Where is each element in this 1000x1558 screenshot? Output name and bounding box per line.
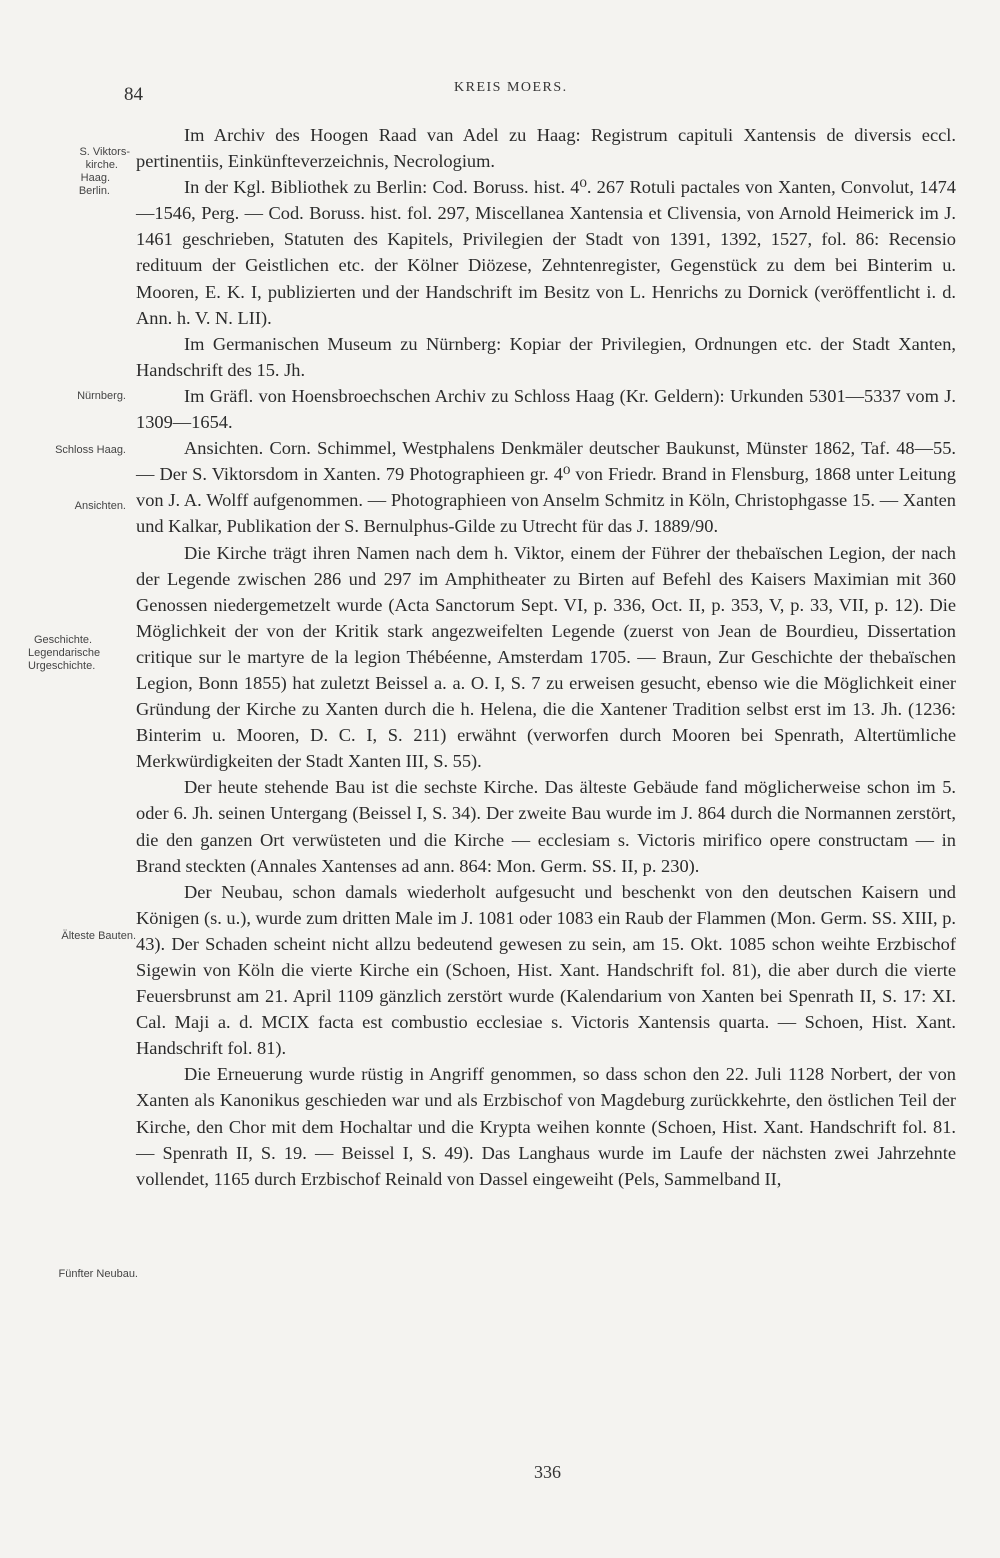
- margin-note-line: Geschichte.: [34, 634, 93, 646]
- margin-note-line: Ansichten.: [74, 500, 126, 512]
- page-number: 84: [124, 84, 143, 105]
- margin-notes: [0, 0, 138, 1558]
- paragraph-schloss-haag: Im Gräfl. von Hoensbroechschen Archiv zu Schloss Haag (Kr. Geldern): Urkunden 5301—5337 vom J. 1309—1654.: [136, 385, 956, 433]
- body-text: [136, 122, 956, 1192]
- margin-note-line: Legendarische: [28, 647, 101, 659]
- paragraph-bibliothek-berlin: In der Kgl. Bibliothek zu Berlin: Cod. Boruss. hist. 4⁰. 267 Rotuli pactales von Xanten, Convolut, 1474—1546, Perg. — Cod. Boruss. hist. fol. 297, Miscellanea Xantensia et Clivensia, von Arnold Heimerick im J. 1461 geschrieben, Statuten des Kapitels, Privilegien der Stadt von 1391, 1392, 1527, fol. 86: Recensio redituum der Geistlichen etc. der Kölner Diözese, Zehntenregister, Gegenstück zu dem bei Binterim u. Mooren, E. K. I, publizierten und der Handschrift im Besitz von L. Henrichs zu Dornick (veröffentlicht i. d. Ann. h. V. N. LII).: [136, 177, 956, 328]
- sheet-number: 336: [534, 1462, 561, 1482]
- margin-note-nuernberg: [0, 390, 126, 403]
- margin-note-line: S. Viktors-: [79, 146, 130, 158]
- margin-note-line: Nürnberg.: [77, 390, 126, 402]
- margin-note-schloss-haag: [0, 444, 126, 457]
- margin-note-geschichte: [28, 634, 120, 673]
- paragraph-archiv-haag: [136, 122, 956, 174]
- paragraph-geschichte: Die Kirche trägt ihren Namen nach dem h. Viktor, einem der Führer der thebaïschen Legion, der nach der Legende zwischen 286 und 297 im Amphitheater zu Birten auf Befehl des Kaisers Maximian mit 360 Genossen niedergemetzelt wurde (Acta Sanctorum Sept. VI, p. 336, Oct. II, p. 353, V, p. 33, VII, p. 12). Die Möglichkeit der von der Kritik stark angezweifelten Legende (zuerst von Jean de Bourdieu, Dissertation critique sur le martyre de la legion Thébéenne, Amsterdam 1705. — Braun, Zur Geschichte der thebaïschen Legion, Bonn 1855) hat zuletzt Beissel a. a. O. I, S. 7 zu erweisen gesucht, ebenso wie die Möglichkeit einer Gründung der Kirche zu Xanten durch die h. Helena, die die Xantener Tradition selbst erst im 13. Jh. (1236: Binterim u. Mooren, D. C. I, S. 211) erwähnt (verworfen durch Mooren bei Spenrath, Altertümliche Merkwürdigkeiten der Stadt Xanten III, S. 55).: [136, 542, 956, 772]
- paragraph-neubau: Der Neubau, schon damals wiederholt aufgesucht und beschenkt von den deutschen Kaisern und Königen (s. u.), wurde zum dritten Male im J. 1081 oder 1083 ein Raub der Flammen (Mon. Germ. SS. XIII, p. 43). Der Schaden scheint nicht allzu bedeutend gewesen zu sein, am 15. Okt. 1085 schon weihte Erzbischof Sigewin von Köln die vierte Kirche ein (Schoen, Hist. Xant. Handschrift fol. 81), die aber durch die vierte Feuersbrunst am 21. April 1109 gänzlich zerstört wurde (Kalendarium von Xanten bei Spenrath II, S. 17: XI. Cal. Maji a. d. MCIX facta est combustio ecclesiae s. Victoris Xantensis quarta. — Schoen, Hist. Xant. Handschrift fol. 81).: [136, 881, 956, 1059]
- margin-note-line: Fünfter Neubau.: [58, 1268, 138, 1280]
- paragraph-fuenfter-neubau: Die Erneuerung wurde rüstig in Angriff genommen, so dass schon den 22. Juli 1128 Norbert, der von Xanten als Kanonikus geschieden war und als Erzbischof von Magdeburg zurückkehrte, den östlichen Teil der Kirche, den Chor mit dem Hochaltar und die Krypta weihen konnte (Schoen, Hist. Xant. Handschrift fol. 81. — Spenrath II, S. 19. — Beissel I, S. 49). Das Langhaus wurde im Laufe der nächsten zwei Jahrzehnte vollendet, 1165 durch Erzbischof Reinald von Dassel eingeweiht (Pels, Sammelband II,: [136, 1064, 956, 1189]
- paragraph-ansichten: Ansichten. Corn. Schimmel, Westphalens Denkmäler deutscher Baukunst, Münster 1862, Taf. 48—55. — Der S. Viktorsdom in Xanten. 79 Photographieen gr. 4⁰ von Friedr. Brand in Flensburg, 1868 unter Leitung von J. A. Wolff aufgenommen. — Photographieen von Anselm Schmitz in Köln, Christophgasse 15. — Xanten und Kalkar, Publikation der S. Bernulphus-Gilde zu Utrecht für das J. 1889/90.: [136, 438, 956, 537]
- margin-note-viktorskirche: [0, 146, 130, 198]
- paragraph-aelteste-bauten: Der heute stehende Bau ist die sechste Kirche. Das älteste Gebäude fand möglicherweise schon im 5. oder 6. Jh. seinen Untergang (Beissel I, S. 34). Der zweite Bau wurde im J. 864 durch die Normannen zerstört, die den ganzen Ort verwüsteten und die Kirche — ecclesiam s. Victoris mirifico opere constructam — in Brand steckten (Annales Xantenses ad ann. 864: Mon. Germ. SS. II, p. 230).: [136, 777, 956, 876]
- paragraph-text: Im Archiv des Hoogen Raad van Adel zu Haag: Registrum capituli Xantensis de diversis eccl. pertinentiis, Einkünfteverzeichnis, Necrologium.: [136, 125, 956, 172]
- margin-note-ansichten: [0, 500, 126, 513]
- margin-note-line: Schloss Haag.: [55, 444, 126, 456]
- margin-note-fuenfter-neubau: [0, 1268, 138, 1281]
- margin-note-aelteste-bauten: [0, 930, 136, 943]
- paragraph-museum-nuernberg: Im Germanischen Museum zu Nürnberg: Kopiar der Privilegien, Ordnungen etc. der Stadt Xanten, Handschrift des 15. Jh.: [136, 333, 956, 380]
- margin-note-line: Berlin.: [78, 185, 110, 197]
- margin-note-line: Haag.: [80, 172, 110, 184]
- margin-note-line: Älteste Bauten.: [61, 930, 136, 942]
- margin-note-line: Urgeschichte.: [28, 660, 96, 672]
- running-title: KREIS MOERS.: [454, 80, 568, 95]
- margin-note-line: kirche.: [85, 159, 118, 171]
